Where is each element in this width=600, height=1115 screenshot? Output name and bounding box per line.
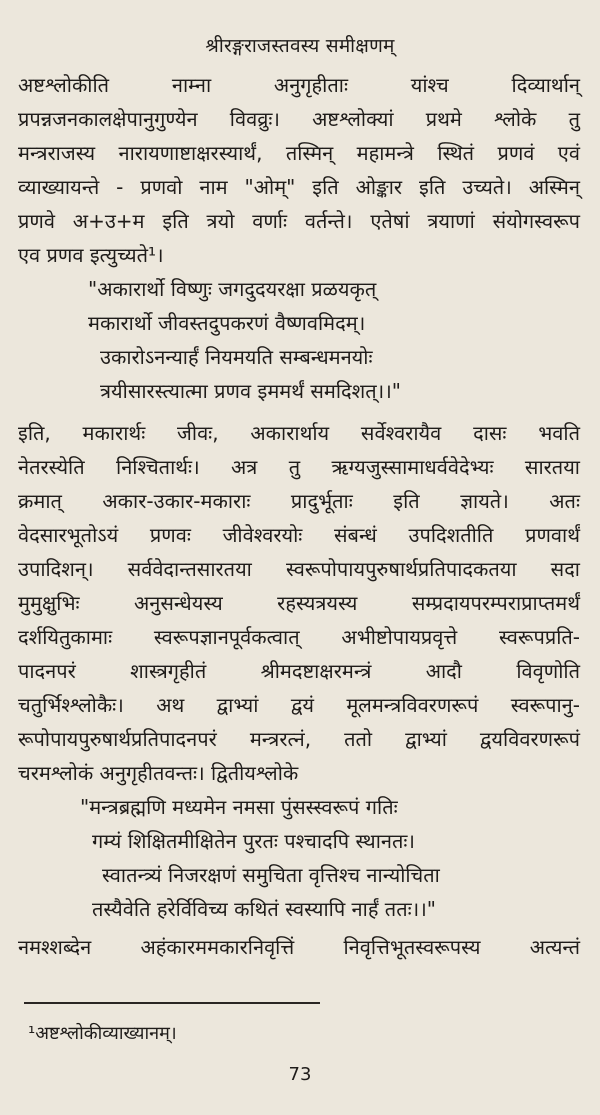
text-line: प्रणवे अ+उ+म इति त्रयो वर्णाः वर्तन्ते। एतेषां त्रयाणां संयोगस्वरूप — [18, 209, 580, 233]
verse-line: स्वातन्त्र्यं निजरक्षणं समुचिता वृत्तिश्च नान्योचिता — [102, 863, 440, 887]
text-line: नमश्शब्देन अहंकारममकारनिवृत्तिं निवृत्तिभूतस्वरूपस्य अत्यन्तं — [18, 935, 580, 959]
text-line: पादनपरं शास्त्रगृहीतं श्रीमदष्टाक्षरमन्त्रं आदौ विवृणोति — [18, 659, 580, 683]
text-line: दर्शयितुकामाः स्वरूपज्ञानपूर्वकत्वात् अभीष्टोपायप्रवृत्ते स्वरूपप्रति- — [18, 625, 580, 649]
verse-line: "अकारार्थो विष्णुः जगदुदयरक्षा प्रळयकृत् — [88, 277, 377, 301]
footnote-divider — [24, 1002, 320, 1004]
text-line: वेदसारभूतोऽयं प्रणवः जीवेश्वरयोः संबन्धं उपदिशतीति प्रणवार्थं — [18, 523, 580, 547]
running-header: श्रीरङ्गराजस्तवस्य समीक्षणम् — [205, 35, 395, 57]
verse-line: गम्यं शिक्षितमीक्षितेन पुरतः पश्चादपि स्थानतः। — [92, 829, 415, 853]
verse-line: तस्यैवेति हरेर्विविच्य कथितं स्वस्यापि नार्हं ततः।।" — [92, 897, 437, 921]
text-line: नेतरस्येति निश्चितार्थः। अत्र तु ऋग्यजुस्सामाधर्ववेदेभ्यः सारतया — [18, 455, 580, 479]
verse-line: त्रयीसारस्त्यात्मा प्रणव इममर्थं समदिशत्।।" — [100, 379, 402, 403]
text-line: मुमुक्षुभिः अनुसन्धेयस्य रहस्यत्रयस्य सम्प्रदायपरम्पराप्राप्तमर्थं — [18, 591, 580, 615]
text-line: प्रपन्नजनकालक्षेपानुगुण्येन विवव्रुः। अष्टश्लोक्यां प्रथमे श्लोके तु — [18, 107, 580, 131]
text-line: चरमश्लोकं अनुगृहीतवन्तः। द्वितीयश्लोके — [18, 761, 299, 785]
page-number: 73 — [288, 1064, 312, 1085]
footnote: ¹अष्टश्लोकीव्याख्यानम्। — [28, 1023, 177, 1044]
verse-line: मकारार्थो जीवस्तदुपकरणं वैष्णवमिदम्। — [88, 311, 366, 335]
text-line: एव प्रणव इत्युच्यते¹। — [18, 243, 164, 267]
verse-line: "मन्त्रब्रह्मणि मध्यमेन नमसा पुंसस्स्वरूपं गतिः — [80, 795, 398, 819]
text-line: उपादिशन्। सर्ववेदान्तसारतया स्वरूपोपायपुरुषार्थप्रतिपादकतया सदा — [18, 557, 580, 581]
text-line: मन्त्रराजस्य नारायणाष्टाक्षरस्यार्थं, तस्मिन् महामन्त्रे स्थितं प्रणवं एवं — [18, 141, 580, 165]
text-line: इति, मकारार्थः जीवः, अकारार्थाय सर्वेश्वरायैव दासः भवति — [18, 421, 580, 445]
text-line: व्याख्यायन्ते - प्रणवो नाम "ओम्" इति ओङ्कार इति उच्यते। अस्मिन् — [18, 175, 580, 199]
text-line: रूपोपायपुरुषार्थप्रतिपादनपरं मन्त्ररत्नं, ततो द्वाभ्यां द्वयविवरणरूपं — [18, 727, 580, 751]
text-line: क्रमात् अकार-उकार-मकाराः प्रादुर्भूताः इति ज्ञायते। अतः — [18, 489, 580, 513]
text-line: अष्टश्लोकीति नाम्ना अनुगृहीताः यांश्च दिव्यार्थान् — [18, 73, 580, 97]
text-line: चतुर्भिश्श्लोकैः। अथ द्वाभ्यां द्वयं मूलमन्त्रविवरणरूपं स्वरूपानु- — [18, 693, 580, 717]
verse-line: उकारोऽनन्यार्हं नियमयति सम्बन्धमनयोः — [100, 345, 373, 369]
